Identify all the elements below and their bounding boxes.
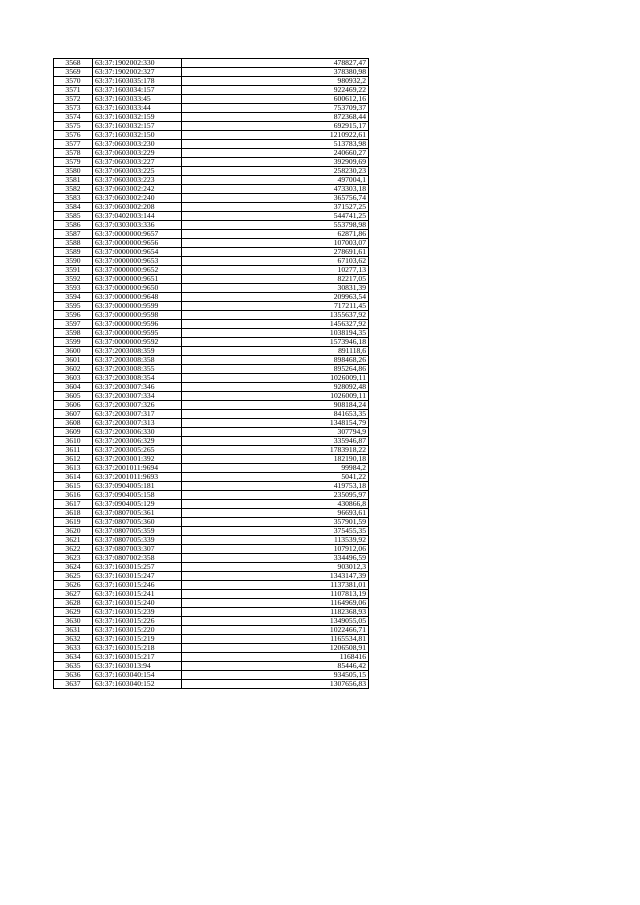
cadastral-value-cell: 258230,23 bbox=[182, 167, 369, 176]
row-number-cell: 3627 bbox=[54, 590, 93, 599]
cadastral-number-cell: 63:37:2003008:354 bbox=[93, 374, 182, 383]
cadastral-value-cell: 1168416 bbox=[182, 653, 369, 662]
table-row bbox=[54, 113, 369, 122]
cadastral-number-cell: 63:37:2003007:317 bbox=[93, 410, 182, 419]
row-number-cell: 3607 bbox=[54, 410, 93, 419]
row-number-cell: 3628 bbox=[54, 599, 93, 608]
table-row bbox=[54, 599, 369, 608]
cadastral-value-cell: 1307656,83 bbox=[182, 680, 369, 689]
row-number-cell: 3599 bbox=[54, 338, 93, 347]
row-number-cell: 3591 bbox=[54, 266, 93, 275]
table-row bbox=[54, 302, 369, 311]
row-number-cell: 3616 bbox=[54, 491, 93, 500]
cadastral-number-cell: 63:37:1603015:220 bbox=[93, 626, 182, 635]
cadastral-value-cell: 692915,17 bbox=[182, 122, 369, 131]
row-number-cell: 3595 bbox=[54, 302, 93, 311]
table-row bbox=[54, 383, 369, 392]
cadastral-value-cell: 371527,25 bbox=[182, 203, 369, 212]
row-number-cell: 3630 bbox=[54, 617, 93, 626]
cadastral-number-cell: 63:37:0000000:9596 bbox=[93, 320, 182, 329]
cadastral-number-cell: 63:37:0807005:360 bbox=[93, 518, 182, 527]
row-number-cell: 3589 bbox=[54, 248, 93, 257]
table-row bbox=[54, 257, 369, 266]
table-row bbox=[54, 68, 369, 77]
cadastral-number-cell: 63:37:1603015:239 bbox=[93, 608, 182, 617]
row-number-cell: 3632 bbox=[54, 635, 93, 644]
cadastral-value-cell: 895264,86 bbox=[182, 365, 369, 374]
row-number-cell: 3596 bbox=[54, 311, 93, 320]
cadastral-number-cell: 63:37:2001011:9694 bbox=[93, 464, 182, 473]
table-row bbox=[54, 212, 369, 221]
row-number-cell: 3622 bbox=[54, 545, 93, 554]
table-row bbox=[54, 410, 369, 419]
cadastral-value-cell: 1026009,11 bbox=[182, 374, 369, 383]
cadastral-number-cell: 63:37:1603034:157 bbox=[93, 86, 182, 95]
cadastral-number-cell: 63:37:0402003:144 bbox=[93, 212, 182, 221]
table-row bbox=[54, 518, 369, 527]
cadastral-number-cell: 63:37:0603003:227 bbox=[93, 158, 182, 167]
row-number-cell: 3621 bbox=[54, 536, 93, 545]
table-row bbox=[54, 167, 369, 176]
cadastral-value-cell: 85446,42 bbox=[182, 662, 369, 671]
cadastral-number-cell: 63:37:1603033:45 bbox=[93, 95, 182, 104]
table-row bbox=[54, 653, 369, 662]
cadastral-number-cell: 63:37:1603033:44 bbox=[93, 104, 182, 113]
cadastral-number-cell: 63:37:0904005:129 bbox=[93, 500, 182, 509]
row-number-cell: 3609 bbox=[54, 428, 93, 437]
row-number-cell: 3626 bbox=[54, 581, 93, 590]
cadastral-number-cell: 63:37:2003006:330 bbox=[93, 428, 182, 437]
cadastral-number-cell: 63:37:1603015:257 bbox=[93, 563, 182, 572]
cadastral-value-cell: 1026009,11 bbox=[182, 392, 369, 401]
table-row bbox=[54, 428, 369, 437]
row-number-cell: 3568 bbox=[54, 59, 93, 68]
cadastral-value-cell: 307794,9 bbox=[182, 428, 369, 437]
cadastral-value-cell: 600612,16 bbox=[182, 95, 369, 104]
row-number-cell: 3612 bbox=[54, 455, 93, 464]
row-number-cell: 3576 bbox=[54, 131, 93, 140]
cadastral-value-cell: 478827,47 bbox=[182, 59, 369, 68]
cadastral-number-cell: 63:37:0000000:9598 bbox=[93, 311, 182, 320]
table-row bbox=[54, 221, 369, 230]
table-row bbox=[54, 122, 369, 131]
table-row bbox=[54, 365, 369, 374]
row-number-cell: 3606 bbox=[54, 401, 93, 410]
cadastral-value-cell: 375455,35 bbox=[182, 527, 369, 536]
table-row bbox=[54, 545, 369, 554]
row-number-cell: 3581 bbox=[54, 176, 93, 185]
row-number-cell: 3625 bbox=[54, 572, 93, 581]
cadastral-number-cell: 63:37:1902002:327 bbox=[93, 68, 182, 77]
row-number-cell: 3575 bbox=[54, 122, 93, 131]
row-number-cell: 3629 bbox=[54, 608, 93, 617]
table-row bbox=[54, 239, 369, 248]
cadastral-number-cell: 63:37:0000000:9648 bbox=[93, 293, 182, 302]
cadastral-number-cell: 63:37:0000000:9654 bbox=[93, 248, 182, 257]
row-number-cell: 3597 bbox=[54, 320, 93, 329]
row-number-cell: 3588 bbox=[54, 239, 93, 248]
row-number-cell: 3577 bbox=[54, 140, 93, 149]
cadastral-value-cell: 841653,35 bbox=[182, 410, 369, 419]
table-row bbox=[54, 473, 369, 482]
row-number-cell: 3633 bbox=[54, 644, 93, 653]
row-number-cell: 3603 bbox=[54, 374, 93, 383]
cadastral-value-cell: 10277,13 bbox=[182, 266, 369, 275]
cadastral-number-cell: 63:37:1603015:240 bbox=[93, 599, 182, 608]
cadastral-value-cell: 357901,59 bbox=[182, 518, 369, 527]
table-row bbox=[54, 140, 369, 149]
cadastral-number-cell: 63:37:0000000:9650 bbox=[93, 284, 182, 293]
table-body bbox=[54, 59, 369, 689]
cadastral-number-cell: 63:37:0000000:9653 bbox=[93, 257, 182, 266]
table-row bbox=[54, 581, 369, 590]
row-number-cell: 3613 bbox=[54, 464, 93, 473]
table-row bbox=[54, 158, 369, 167]
cadastral-value-cell: 928092,48 bbox=[182, 383, 369, 392]
cadastral-number-cell: 63:37:0904005:181 bbox=[93, 482, 182, 491]
row-number-cell: 3590 bbox=[54, 257, 93, 266]
table-row bbox=[54, 347, 369, 356]
cadastral-value-cell: 1348154,79 bbox=[182, 419, 369, 428]
table-row bbox=[54, 563, 369, 572]
table-row bbox=[54, 662, 369, 671]
cadastral-value-cell: 1038194,35 bbox=[182, 329, 369, 338]
cadastral-number-cell: 63:37:0000000:9656 bbox=[93, 239, 182, 248]
cadastral-value-cell: 980932,2 bbox=[182, 77, 369, 86]
row-number-cell: 3636 bbox=[54, 671, 93, 680]
cadastral-number-cell: 63:37:0000000:9592 bbox=[93, 338, 182, 347]
cadastral-value-cell: 1206508,91 bbox=[182, 644, 369, 653]
cadastral-number-cell: 63:37:0807005:359 bbox=[93, 527, 182, 536]
cadastral-value-cell: 278691,61 bbox=[182, 248, 369, 257]
row-number-cell: 3586 bbox=[54, 221, 93, 230]
cadastral-number-cell: 63:37:1603015:219 bbox=[93, 635, 182, 644]
row-number-cell: 3620 bbox=[54, 527, 93, 536]
cadastral-number-cell: 63:37:0603002:208 bbox=[93, 203, 182, 212]
cadastral-number-cell: 63:37:0603003:225 bbox=[93, 167, 182, 176]
cadastral-number-cell: 63:37:0807003:307 bbox=[93, 545, 182, 554]
cadastral-value-cell: 30831,39 bbox=[182, 284, 369, 293]
cadastral-value-cell: 922469,22 bbox=[182, 86, 369, 95]
cadastral-value-cell: 240660,27 bbox=[182, 149, 369, 158]
row-number-cell: 3569 bbox=[54, 68, 93, 77]
cadastral-number-cell: 63:37:0904005:158 bbox=[93, 491, 182, 500]
cadastral-number-cell: 63:37:1603015:226 bbox=[93, 617, 182, 626]
row-number-cell: 3574 bbox=[54, 113, 93, 122]
cadastral-number-cell: 63:37:2003007:326 bbox=[93, 401, 182, 410]
row-number-cell: 3605 bbox=[54, 392, 93, 401]
cadastral-number-cell: 63:37:0603003:229 bbox=[93, 149, 182, 158]
cadastral-value-cell: 235095,97 bbox=[182, 491, 369, 500]
row-number-cell: 3635 bbox=[54, 662, 93, 671]
cadastral-value-cell: 1355637,92 bbox=[182, 311, 369, 320]
cadastral-number-cell: 63:37:2003006:329 bbox=[93, 437, 182, 446]
cadastral-value-cell: 513783,98 bbox=[182, 140, 369, 149]
row-number-cell: 3619 bbox=[54, 518, 93, 527]
cadastral-number-cell: 63:37:1603032:159 bbox=[93, 113, 182, 122]
cadastral-value-cell: 1165534,81 bbox=[182, 635, 369, 644]
cadastral-number-cell: 63:37:2001011:9693 bbox=[93, 473, 182, 482]
table-row bbox=[54, 320, 369, 329]
cadastral-value-cell: 1107813,19 bbox=[182, 590, 369, 599]
row-number-cell: 3582 bbox=[54, 185, 93, 194]
table-row bbox=[54, 194, 369, 203]
table-row bbox=[54, 284, 369, 293]
cadastral-number-cell: 63:37:0000000:9652 bbox=[93, 266, 182, 275]
table-row bbox=[54, 401, 369, 410]
cadastral-value-cell: 1022466,71 bbox=[182, 626, 369, 635]
row-number-cell: 3608 bbox=[54, 419, 93, 428]
row-number-cell: 3594 bbox=[54, 293, 93, 302]
cadastral-value-cell: 5041,22 bbox=[182, 473, 369, 482]
row-number-cell: 3618 bbox=[54, 509, 93, 518]
table-row bbox=[54, 374, 369, 383]
cadastral-value-cell: 473303,18 bbox=[182, 185, 369, 194]
row-number-cell: 3601 bbox=[54, 356, 93, 365]
cadastral-number-cell: 63:37:2003005:265 bbox=[93, 446, 182, 455]
table-row bbox=[54, 293, 369, 302]
cadastral-number-cell: 63:37:2003001:392 bbox=[93, 455, 182, 464]
table-row bbox=[54, 455, 369, 464]
table-row bbox=[54, 419, 369, 428]
cadastral-value-cell: 430866,8 bbox=[182, 500, 369, 509]
cadastral-value-cell: 419753,18 bbox=[182, 482, 369, 491]
cadastral-value-cell: 209963,54 bbox=[182, 293, 369, 302]
cadastral-value-table bbox=[53, 58, 369, 689]
cadastral-value-cell: 934505,15 bbox=[182, 671, 369, 680]
row-number-cell: 3604 bbox=[54, 383, 93, 392]
row-number-cell: 3580 bbox=[54, 167, 93, 176]
cadastral-number-cell: 63:37:1902002:330 bbox=[93, 59, 182, 68]
cadastral-number-cell: 63:37:0000000:9651 bbox=[93, 275, 182, 284]
cadastral-number-cell: 63:37:2003008:359 bbox=[93, 347, 182, 356]
cadastral-number-cell: 63:37:0807005:339 bbox=[93, 536, 182, 545]
table-row bbox=[54, 491, 369, 500]
row-number-cell: 3587 bbox=[54, 230, 93, 239]
cadastral-number-cell: 63:37:1603032:157 bbox=[93, 122, 182, 131]
row-number-cell: 3585 bbox=[54, 212, 93, 221]
cadastral-number-cell: 63:37:1603015:247 bbox=[93, 572, 182, 581]
table-row bbox=[54, 671, 369, 680]
table-row bbox=[54, 176, 369, 185]
cadastral-value-cell: 1573946,18 bbox=[182, 338, 369, 347]
cadastral-number-cell: 63:37:1603015:218 bbox=[93, 644, 182, 653]
table-row bbox=[54, 104, 369, 113]
table-row bbox=[54, 338, 369, 347]
cadastral-value-cell: 99984,2 bbox=[182, 464, 369, 473]
cadastral-number-cell: 63:37:1603013:94 bbox=[93, 662, 182, 671]
table-row bbox=[54, 131, 369, 140]
table-row bbox=[54, 527, 369, 536]
cadastral-value-cell: 1210922,61 bbox=[182, 131, 369, 140]
cadastral-value-cell: 392909,69 bbox=[182, 158, 369, 167]
table-row bbox=[54, 626, 369, 635]
cadastral-number-cell: 63:37:1603032:150 bbox=[93, 131, 182, 140]
table-row bbox=[54, 230, 369, 239]
row-number-cell: 3572 bbox=[54, 95, 93, 104]
table-row bbox=[54, 437, 369, 446]
row-number-cell: 3583 bbox=[54, 194, 93, 203]
cadastral-value-cell: 334496,59 bbox=[182, 554, 369, 563]
cadastral-number-cell: 63:37:0303003:336 bbox=[93, 221, 182, 230]
row-number-cell: 3584 bbox=[54, 203, 93, 212]
table-row bbox=[54, 266, 369, 275]
cadastral-value-cell: 1349055,05 bbox=[182, 617, 369, 626]
row-number-cell: 3593 bbox=[54, 284, 93, 293]
cadastral-number-cell: 63:37:1603035:178 bbox=[93, 77, 182, 86]
cadastral-value-cell: 898468,26 bbox=[182, 356, 369, 365]
table-row bbox=[54, 464, 369, 473]
cadastral-number-cell: 63:37:0603003:230 bbox=[93, 140, 182, 149]
cadastral-number-cell: 63:37:0603002:240 bbox=[93, 194, 182, 203]
row-number-cell: 3571 bbox=[54, 86, 93, 95]
row-number-cell: 3617 bbox=[54, 500, 93, 509]
cadastral-value-cell: 908184,24 bbox=[182, 401, 369, 410]
cadastral-value-cell: 82217,05 bbox=[182, 275, 369, 284]
cadastral-number-cell: 63:37:2003008:355 bbox=[93, 365, 182, 374]
table-row bbox=[54, 590, 369, 599]
table-row bbox=[54, 77, 369, 86]
table-row bbox=[54, 275, 369, 284]
row-number-cell: 3624 bbox=[54, 563, 93, 572]
cadastral-value-cell: 96693,61 bbox=[182, 509, 369, 518]
cadastral-value-cell: 553798,98 bbox=[182, 221, 369, 230]
cadastral-value-cell: 544741,25 bbox=[182, 212, 369, 221]
row-number-cell: 3615 bbox=[54, 482, 93, 491]
cadastral-value-cell: 107912,06 bbox=[182, 545, 369, 554]
cadastral-value-cell: 717211,45 bbox=[182, 302, 369, 311]
table-row bbox=[54, 500, 369, 509]
cadastral-value-cell: 1456327,92 bbox=[182, 320, 369, 329]
row-number-cell: 3598 bbox=[54, 329, 93, 338]
cadastral-number-cell: 63:37:2003008:358 bbox=[93, 356, 182, 365]
table-row bbox=[54, 536, 369, 545]
table-row bbox=[54, 311, 369, 320]
table-row bbox=[54, 680, 369, 689]
table-row bbox=[54, 203, 369, 212]
cadastral-number-cell: 63:37:0807002:358 bbox=[93, 554, 182, 563]
table-row bbox=[54, 86, 369, 95]
cadastral-value-cell: 903012,3 bbox=[182, 563, 369, 572]
row-number-cell: 3579 bbox=[54, 158, 93, 167]
table-row bbox=[54, 95, 369, 104]
row-number-cell: 3610 bbox=[54, 437, 93, 446]
table-row bbox=[54, 185, 369, 194]
cadastral-number-cell: 63:37:2003007:313 bbox=[93, 419, 182, 428]
cadastral-number-cell: 63:37:1603015:246 bbox=[93, 581, 182, 590]
cadastral-value-cell: 1137381,01 bbox=[182, 581, 369, 590]
cadastral-number-cell: 63:37:1603040:154 bbox=[93, 671, 182, 680]
cadastral-number-cell: 63:37:1603040:152 bbox=[93, 680, 182, 689]
cadastral-value-cell: 378380,98 bbox=[182, 68, 369, 77]
table-row bbox=[54, 356, 369, 365]
cadastral-value-cell: 67103,62 bbox=[182, 257, 369, 266]
cadastral-number-cell: 63:37:0000000:9595 bbox=[93, 329, 182, 338]
cadastral-value-cell: 62871,86 bbox=[182, 230, 369, 239]
table-row bbox=[54, 644, 369, 653]
cadastral-value-cell: 335946,87 bbox=[182, 437, 369, 446]
table-row bbox=[54, 446, 369, 455]
cadastral-number-cell: 63:37:0000000:9599 bbox=[93, 302, 182, 311]
cadastral-number-cell: 63:37:0807005:361 bbox=[93, 509, 182, 518]
cadastral-value-cell: 365756,74 bbox=[182, 194, 369, 203]
table-row bbox=[54, 59, 369, 68]
table-row bbox=[54, 329, 369, 338]
row-number-cell: 3573 bbox=[54, 104, 93, 113]
table-row bbox=[54, 617, 369, 626]
row-number-cell: 3623 bbox=[54, 554, 93, 563]
cadastral-number-cell: 63:37:1603015:217 bbox=[93, 653, 182, 662]
cadastral-number-cell: 63:37:1603015:241 bbox=[93, 590, 182, 599]
table-row bbox=[54, 572, 369, 581]
cadastral-value-cell: 497004,1 bbox=[182, 176, 369, 185]
row-number-cell: 3614 bbox=[54, 473, 93, 482]
cadastral-number-cell: 63:37:0603003:223 bbox=[93, 176, 182, 185]
table-row bbox=[54, 635, 369, 644]
table-row bbox=[54, 392, 369, 401]
row-number-cell: 3578 bbox=[54, 149, 93, 158]
table-row bbox=[54, 608, 369, 617]
cadastral-number-cell: 63:37:2003007:346 bbox=[93, 383, 182, 392]
cadastral-value-cell: 891118,6 bbox=[182, 347, 369, 356]
cadastral-value-cell: 113539,92 bbox=[182, 536, 369, 545]
row-number-cell: 3631 bbox=[54, 626, 93, 635]
cadastral-value-cell: 107003,07 bbox=[182, 239, 369, 248]
table-row bbox=[54, 149, 369, 158]
cadastral-number-cell: 63:37:0000000:9657 bbox=[93, 230, 182, 239]
table-row bbox=[54, 482, 369, 491]
row-number-cell: 3637 bbox=[54, 680, 93, 689]
row-number-cell: 3600 bbox=[54, 347, 93, 356]
row-number-cell: 3602 bbox=[54, 365, 93, 374]
cadastral-value-cell: 753709,37 bbox=[182, 104, 369, 113]
cadastral-number-cell: 63:37:2003007:334 bbox=[93, 392, 182, 401]
cadastral-value-cell: 1783918,22 bbox=[182, 446, 369, 455]
table-row bbox=[54, 509, 369, 518]
cadastral-value-cell: 872368,44 bbox=[182, 113, 369, 122]
row-number-cell: 3570 bbox=[54, 77, 93, 86]
cadastral-number-cell: 63:37:0603002:242 bbox=[93, 185, 182, 194]
table-row bbox=[54, 554, 369, 563]
row-number-cell: 3592 bbox=[54, 275, 93, 284]
table-row bbox=[54, 248, 369, 257]
row-number-cell: 3634 bbox=[54, 653, 93, 662]
cadastral-value-cell: 182190,18 bbox=[182, 455, 369, 464]
cadastral-value-cell: 1343147,39 bbox=[182, 572, 369, 581]
cadastral-value-cell: 1164969,06 bbox=[182, 599, 369, 608]
cadastral-value-cell: 1182368,93 bbox=[182, 608, 369, 617]
row-number-cell: 3611 bbox=[54, 446, 93, 455]
